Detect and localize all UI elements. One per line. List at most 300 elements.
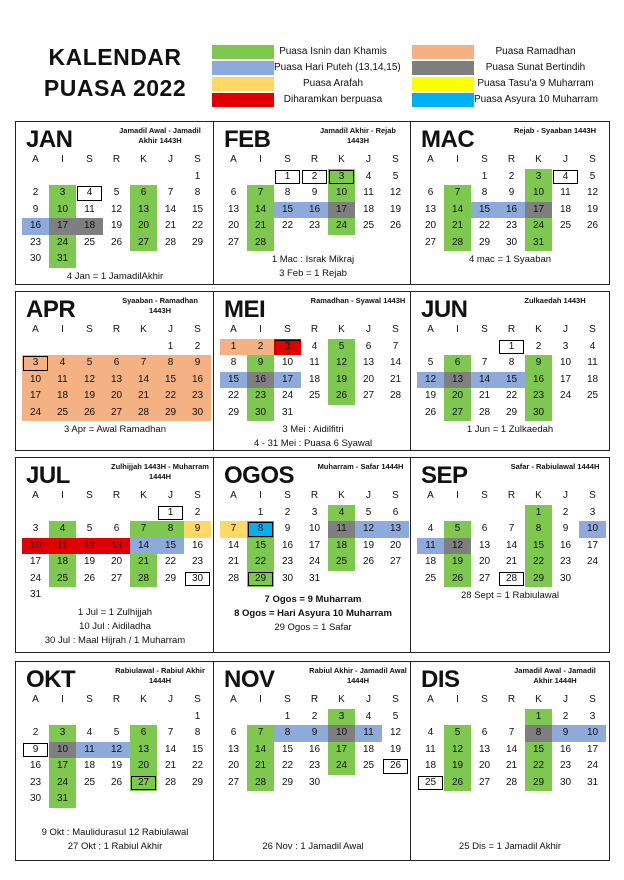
day-cell: 12 bbox=[417, 372, 444, 389]
day-cell: 7 bbox=[247, 185, 274, 202]
day-cell: 22 bbox=[478, 220, 491, 231]
day-cell: 26 bbox=[362, 556, 375, 567]
day-cell: 7 bbox=[481, 357, 488, 368]
day-cell: 4 bbox=[365, 710, 372, 722]
day-cell: 29 bbox=[281, 776, 294, 788]
day-cell: 19 bbox=[389, 743, 402, 755]
day-cell: 11 bbox=[363, 187, 374, 198]
day-cell: 19 bbox=[444, 554, 471, 571]
day-grid bbox=[417, 692, 606, 791]
legend-item bbox=[412, 44, 597, 59]
day-cell: 2 bbox=[311, 710, 318, 722]
calendar-title bbox=[30, 42, 200, 104]
weekday-header: I bbox=[61, 324, 64, 335]
day-cell: 17 bbox=[274, 372, 301, 389]
day-cell: 14 bbox=[444, 202, 471, 219]
day-cell: 19 bbox=[444, 758, 471, 775]
month-card-mei bbox=[213, 291, 413, 451]
day-cell: 7 bbox=[130, 521, 157, 538]
weekday-header: K bbox=[535, 490, 542, 501]
weekday-header: K bbox=[140, 154, 147, 165]
day-cell: 20 bbox=[389, 539, 402, 551]
day-cell: 23 bbox=[191, 556, 204, 567]
day-cell: 21 bbox=[227, 556, 240, 567]
day-cell: 1 bbox=[220, 339, 247, 356]
day-cell: 20 bbox=[227, 220, 240, 231]
day-cell: 20 bbox=[110, 556, 123, 567]
day-cell: 25 bbox=[362, 760, 375, 771]
day-cell: 3 bbox=[49, 185, 76, 202]
day-cell: 21 bbox=[164, 760, 177, 771]
day-cell: 26 bbox=[382, 758, 409, 775]
day-cell: 2 bbox=[535, 340, 542, 352]
day-cell: 11 bbox=[84, 203, 95, 215]
day-cell: 18 bbox=[76, 218, 103, 235]
day-cell: 21 bbox=[505, 760, 518, 771]
day-cell: 29 bbox=[478, 236, 491, 248]
day-cell: 12 bbox=[389, 727, 402, 738]
day-cell: 16 bbox=[281, 539, 294, 551]
day-cell: 22 bbox=[247, 554, 274, 571]
day-cell: 30 bbox=[281, 572, 294, 584]
day-cell: 19 bbox=[110, 220, 123, 231]
day-cell: 1 bbox=[525, 505, 552, 522]
empty-cell bbox=[49, 169, 76, 186]
legend-label: Puasa Tasu'a 9 Muharram bbox=[477, 78, 594, 89]
hijri-label: Syaaban - Ramadhan 1443H bbox=[122, 296, 198, 315]
month-name: JUL bbox=[26, 462, 70, 489]
day-cell: 4 bbox=[49, 521, 76, 538]
day-cell: 27 bbox=[444, 405, 471, 422]
day-cell: 19 bbox=[389, 203, 402, 215]
weekday-header: A bbox=[32, 324, 39, 335]
day-cell: 22 bbox=[505, 390, 518, 401]
weekday-header: R bbox=[310, 490, 319, 501]
day-cell: 25 bbox=[49, 571, 76, 588]
day-cell: 3 bbox=[49, 725, 76, 742]
day-cell: 4 bbox=[49, 355, 76, 372]
day-cell: 6 bbox=[103, 355, 130, 372]
day-cell: 23 bbox=[525, 388, 552, 405]
weekday-header: J bbox=[366, 490, 371, 501]
day-cell: 3 bbox=[525, 169, 552, 186]
day-cell: 29 bbox=[191, 776, 204, 788]
day-cell: 17 bbox=[328, 202, 355, 219]
day-cell: 13 bbox=[103, 538, 130, 555]
day-cell: 5 bbox=[392, 170, 399, 182]
day-cell: 3 bbox=[274, 339, 301, 356]
day-cell: 22 bbox=[191, 220, 204, 231]
month-note: 4 - 31 Mei : Puasa 6 Syawal bbox=[253, 438, 373, 449]
weekday-header: S bbox=[194, 324, 201, 335]
day-cell: 22 bbox=[525, 554, 552, 571]
day-cell: 12 bbox=[76, 538, 103, 555]
day-cell: 24 bbox=[328, 758, 355, 775]
day-cell: 11 bbox=[425, 743, 436, 755]
day-cell: 23 bbox=[505, 220, 518, 231]
day-cell: 7 bbox=[444, 185, 471, 202]
day-cell: 15 bbox=[498, 372, 525, 389]
month-card-jul bbox=[15, 457, 215, 653]
day-cell: 1 bbox=[525, 709, 552, 726]
day-cell: 17 bbox=[49, 758, 76, 775]
month-note: 25 Dis = 1 Jamadil Akhir bbox=[458, 841, 562, 852]
day-cell: 30 bbox=[29, 253, 42, 264]
day-cell: 26 bbox=[389, 220, 402, 231]
day-cell: 3 bbox=[589, 710, 596, 722]
hijri-label: Jamadil Awal - Jamadil Akhir 1444H bbox=[514, 666, 596, 685]
day-cell: 9 bbox=[552, 725, 579, 742]
weekday-header: S bbox=[589, 154, 596, 165]
month-note: 28 Sept = 1 Rabiulawal bbox=[461, 590, 559, 601]
weekday-header: S bbox=[392, 694, 399, 705]
day-cell: 5 bbox=[86, 523, 93, 534]
day-cell: 18 bbox=[328, 538, 355, 555]
day-cell: 18 bbox=[49, 554, 76, 571]
day-cell: 8 bbox=[274, 725, 301, 742]
day-cell: 27 bbox=[227, 236, 240, 248]
day-cell: 24 bbox=[49, 235, 76, 252]
weekday-header: J bbox=[563, 154, 568, 165]
day-cell: 21 bbox=[444, 218, 471, 235]
empty-cell bbox=[130, 339, 157, 356]
legend-swatch bbox=[212, 77, 274, 91]
day-cell: 23 bbox=[184, 388, 211, 405]
day-cell: 8 bbox=[508, 357, 515, 368]
legend-label: Puasa Asyura 10 Muharram bbox=[474, 94, 598, 105]
day-cell: 9 bbox=[184, 521, 211, 538]
day-cell: 14 bbox=[389, 357, 402, 368]
empty-cell bbox=[157, 169, 184, 186]
day-grid bbox=[417, 488, 606, 587]
weekday-header: J bbox=[366, 324, 371, 335]
month-note: 7 Ogos = 9 Muharram bbox=[264, 594, 362, 605]
day-grid bbox=[220, 152, 409, 251]
day-cell: 13 bbox=[130, 742, 157, 759]
day-cell: 2 bbox=[194, 506, 201, 518]
day-cell: 17 bbox=[22, 388, 49, 405]
day-cell: 24 bbox=[525, 218, 552, 235]
day-cell: 24 bbox=[308, 556, 321, 567]
day-cell: 5 bbox=[427, 357, 434, 368]
day-cell: 20 bbox=[478, 556, 491, 567]
weekday-header: A bbox=[32, 154, 39, 165]
day-cell: 8 bbox=[525, 725, 552, 742]
hijri-label: Zulkaedah 1443H bbox=[524, 296, 586, 305]
day-cell: 9 bbox=[301, 725, 328, 742]
weekday-header: S bbox=[481, 490, 488, 501]
weekday-header: S bbox=[284, 154, 291, 165]
day-cell: 30 bbox=[559, 572, 572, 584]
day-cell: 10 bbox=[328, 725, 355, 742]
legend-label: Puasa Arafah bbox=[302, 78, 364, 89]
day-cell: 6 bbox=[481, 727, 488, 738]
day-cell: 20 bbox=[444, 388, 471, 405]
weekday-header: S bbox=[194, 490, 201, 501]
day-cell: 26 bbox=[328, 388, 355, 405]
day-cell: 30 bbox=[559, 776, 572, 788]
weekday-header: S bbox=[194, 154, 201, 165]
day-cell: 4 bbox=[427, 523, 434, 534]
day-cell: 14 bbox=[130, 538, 157, 555]
day-cell: 5 bbox=[444, 521, 471, 538]
month-card-jun bbox=[410, 291, 610, 451]
day-cell: 6 bbox=[481, 523, 488, 534]
empty-cell bbox=[22, 505, 49, 522]
day-cell: 16 bbox=[559, 539, 572, 551]
day-cell: 8 bbox=[194, 187, 201, 198]
day-cell: 3 bbox=[562, 340, 569, 352]
day-cell: 16 bbox=[184, 372, 211, 389]
day-cell: 20 bbox=[227, 760, 240, 771]
weekday-header: A bbox=[32, 694, 39, 705]
day-cell: 23 bbox=[29, 776, 42, 788]
month-name: MEI bbox=[224, 296, 266, 323]
day-cell: 6 bbox=[130, 725, 157, 742]
day-cell: 29 bbox=[525, 775, 552, 792]
day-cell: 20 bbox=[130, 758, 157, 775]
empty-cell bbox=[103, 169, 130, 186]
day-cell: 5 bbox=[113, 727, 120, 738]
day-cell: 4 bbox=[86, 727, 93, 738]
day-cell: 29 bbox=[227, 406, 240, 418]
weekday-header: I bbox=[61, 490, 64, 501]
day-cell: 14 bbox=[471, 372, 498, 389]
day-cell: 7 bbox=[392, 340, 399, 352]
day-cell: 13 bbox=[382, 521, 409, 538]
weekday-header: K bbox=[338, 490, 345, 501]
weekday-header: S bbox=[86, 154, 93, 165]
month-note: 3 Feb = 1 Rejab bbox=[279, 268, 347, 279]
day-cell: 28 bbox=[227, 572, 240, 584]
day-cell: 19 bbox=[110, 760, 123, 771]
day-cell: 15 bbox=[281, 743, 294, 755]
day-cell: 31 bbox=[525, 235, 552, 252]
day-cell: 8 bbox=[247, 521, 274, 538]
weekday-header: S bbox=[481, 694, 488, 705]
day-cell: 16 bbox=[22, 218, 49, 235]
day-cell: 2 bbox=[284, 506, 291, 518]
day-cell: 27 bbox=[478, 572, 491, 584]
day-cell: 31 bbox=[586, 776, 599, 788]
day-cell: 30 bbox=[247, 405, 274, 422]
month-card-okt bbox=[15, 661, 215, 861]
day-cell: 19 bbox=[362, 539, 375, 551]
month-card-apr bbox=[15, 291, 215, 451]
day-cell: 21 bbox=[247, 218, 274, 235]
day-cell: 5 bbox=[328, 339, 355, 356]
day-cell: 16 bbox=[29, 760, 42, 771]
day-cell: 31 bbox=[49, 251, 76, 268]
day-cell: 15 bbox=[220, 372, 247, 389]
legend-swatch bbox=[412, 77, 474, 91]
day-cell: 1 bbox=[257, 506, 264, 518]
day-cell: 29 bbox=[525, 571, 552, 588]
day-cell: 25 bbox=[417, 775, 444, 792]
title-line-1: KALENDAR bbox=[48, 44, 182, 70]
day-cell: 29 bbox=[505, 406, 518, 418]
day-grid bbox=[22, 322, 211, 421]
day-cell: 26 bbox=[424, 406, 437, 418]
day-cell: 19 bbox=[586, 203, 599, 215]
day-cell: 2 bbox=[301, 169, 328, 186]
day-cell: 23 bbox=[247, 388, 274, 405]
day-cell: 14 bbox=[227, 539, 240, 551]
day-cell: 2 bbox=[32, 727, 39, 738]
day-cell: 2 bbox=[508, 170, 515, 182]
day-cell: 13 bbox=[227, 743, 240, 755]
day-cell: 31 bbox=[49, 791, 76, 808]
day-cell: 3 bbox=[589, 506, 596, 518]
day-cell: 20 bbox=[362, 373, 375, 385]
day-cell: 21 bbox=[164, 220, 177, 231]
day-cell: 2 bbox=[562, 710, 569, 722]
day-cell: 21 bbox=[130, 388, 157, 405]
empty-cell bbox=[247, 169, 274, 186]
weekday-header: J bbox=[563, 324, 568, 335]
empty-cell bbox=[444, 505, 471, 522]
hijri-label: Jamadil Awal - Jamadil Akhir 1443H bbox=[119, 126, 201, 145]
weekday-header: R bbox=[507, 490, 516, 501]
day-cell: 12 bbox=[328, 355, 355, 372]
day-cell: 12 bbox=[76, 372, 103, 389]
day-cell: 21 bbox=[478, 390, 491, 401]
weekday-header: R bbox=[310, 154, 319, 165]
day-cell: 9 bbox=[22, 742, 49, 759]
day-grid bbox=[22, 152, 211, 268]
day-cell: 8 bbox=[194, 727, 201, 738]
day-cell: 8 bbox=[284, 187, 291, 198]
weekday-header: I bbox=[259, 694, 262, 705]
day-cell: 24 bbox=[49, 775, 76, 792]
legend-item bbox=[212, 76, 392, 91]
day-cell: 18 bbox=[49, 388, 76, 405]
month-note: 4 Jan = 1 JamadilAkhir bbox=[66, 270, 164, 282]
month-note: 4 mac = 1 Syaaban bbox=[468, 254, 552, 265]
day-cell: 14 bbox=[247, 742, 274, 759]
day-cell: 11 bbox=[587, 357, 598, 368]
day-cell: 27 bbox=[362, 390, 375, 401]
empty-cell bbox=[417, 169, 444, 186]
day-cell: 10 bbox=[308, 523, 321, 534]
day-cell: 1 bbox=[194, 710, 201, 722]
hijri-label: Zulhijjah 1443H - Muharram 1444H bbox=[111, 462, 209, 481]
day-cell: 23 bbox=[559, 760, 572, 771]
day-cell: 29 bbox=[191, 236, 204, 248]
day-cell: 4 bbox=[589, 340, 596, 352]
day-cell: 17 bbox=[49, 218, 76, 235]
weekday-header: S bbox=[86, 324, 93, 335]
day-cell: 18 bbox=[586, 373, 599, 385]
day-cell: 27 bbox=[478, 776, 491, 788]
day-cell: 15 bbox=[191, 743, 204, 755]
day-cell: 23 bbox=[281, 556, 294, 567]
day-cell: 3 bbox=[32, 523, 39, 534]
month-note: 27 Okt : 1 Rabiul Akhir bbox=[67, 841, 163, 852]
title-line-2: PUASA 2022 bbox=[43, 75, 187, 101]
legend-label: Diharamkan berpuasa bbox=[283, 94, 383, 105]
weekday-header: S bbox=[284, 694, 291, 705]
weekday-header: J bbox=[168, 324, 173, 335]
day-cell: 16 bbox=[247, 372, 274, 389]
day-cell: 18 bbox=[362, 203, 375, 215]
day-cell: 8 bbox=[157, 521, 184, 538]
empty-cell bbox=[220, 169, 247, 186]
day-cell: 14 bbox=[164, 743, 177, 755]
day-cell: 20 bbox=[103, 388, 130, 405]
day-cell: 29 bbox=[247, 571, 274, 588]
legend-swatch bbox=[412, 61, 474, 75]
weekday-header: J bbox=[366, 694, 371, 705]
day-cell: 10 bbox=[49, 742, 76, 759]
day-cell: 15 bbox=[525, 538, 552, 555]
day-cell: 11 bbox=[328, 521, 355, 538]
day-cell: 9 bbox=[311, 187, 318, 198]
day-cell: 26 bbox=[76, 405, 103, 422]
day-cell: 17 bbox=[586, 539, 599, 551]
day-cell: 4 bbox=[365, 170, 372, 182]
legend-swatch bbox=[412, 93, 474, 107]
weekday-header: K bbox=[535, 324, 542, 335]
weekday-header: A bbox=[230, 154, 237, 165]
day-cell: 12 bbox=[586, 187, 599, 198]
day-cell: 31 bbox=[281, 406, 294, 418]
day-cell: 15 bbox=[157, 538, 184, 555]
day-cell: 22 bbox=[191, 760, 204, 771]
day-cell: 20 bbox=[424, 220, 437, 231]
day-cell: 26 bbox=[444, 571, 471, 588]
weekday-header: I bbox=[456, 490, 459, 501]
weekday-header: A bbox=[230, 490, 237, 501]
day-cell: 17 bbox=[308, 539, 321, 551]
day-cell: 1 bbox=[167, 340, 174, 352]
day-cell: 10 bbox=[281, 357, 294, 368]
day-cell: 19 bbox=[424, 390, 437, 401]
empty-cell bbox=[130, 709, 157, 726]
month-name: FEB bbox=[224, 126, 271, 153]
day-cell: 31 bbox=[308, 572, 321, 584]
month-name: DIS bbox=[421, 666, 460, 693]
day-cell: 28 bbox=[130, 405, 157, 422]
day-cell: 28 bbox=[478, 406, 491, 418]
legend-item bbox=[212, 92, 392, 107]
day-cell: 28 bbox=[164, 776, 177, 788]
legend-swatch bbox=[212, 61, 274, 75]
day-cell: 16 bbox=[525, 372, 552, 389]
day-cell: 4 bbox=[552, 169, 579, 186]
day-cell: 21 bbox=[389, 373, 402, 385]
day-cell: 28 bbox=[130, 571, 157, 588]
day-cell: 18 bbox=[308, 373, 321, 385]
day-cell: 30 bbox=[184, 405, 211, 422]
day-cell: 6 bbox=[427, 187, 434, 198]
day-cell: 25 bbox=[83, 776, 96, 788]
day-cell: 29 bbox=[157, 405, 184, 422]
day-cell: 9 bbox=[32, 203, 39, 215]
day-cell: 27 bbox=[130, 775, 157, 792]
empty-cell bbox=[220, 709, 247, 726]
day-cell: 11 bbox=[49, 538, 76, 555]
month-card-jan bbox=[15, 121, 215, 285]
day-cell: 20 bbox=[478, 760, 491, 771]
weekday-header: S bbox=[392, 324, 399, 335]
day-cell: 28 bbox=[247, 235, 274, 252]
day-cell: 6 bbox=[444, 355, 471, 372]
month-card-sep bbox=[410, 457, 610, 653]
day-cell: 24 bbox=[586, 760, 599, 771]
day-cell: 12 bbox=[444, 742, 471, 759]
day-cell: 19 bbox=[83, 556, 96, 567]
